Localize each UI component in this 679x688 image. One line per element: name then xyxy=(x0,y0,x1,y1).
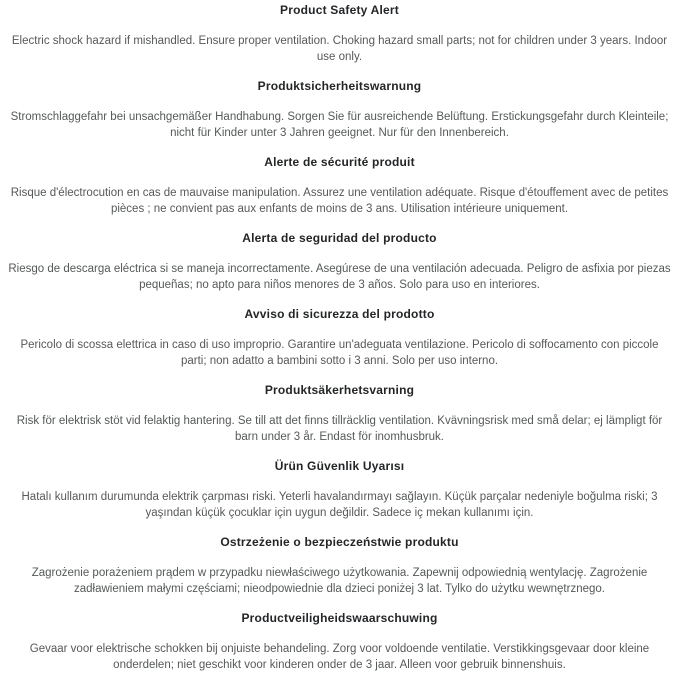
safety-section-it xyxy=(8,306,671,369)
section-body-text: Risk för elektrisk stöt vid felaktig hantering. Se till att det finns tillräcklig ventilation. Kvävningsrisk med små delar; ej lämpligt för barn under 3 år. Endast för inomhusbruk. xyxy=(16,415,663,443)
section-heading: Alerte de sécurité produit xyxy=(264,155,415,169)
safety-section-en xyxy=(8,2,671,65)
section-heading: Alerta de seguridad del producto xyxy=(242,231,437,245)
section-body-text: Stromschlaggefahr bei unsachgemäßer Handhabung. Sorgen Sie für ausreichende Belüftung. Erstickungsgefahr durch Kleinteile; nicht für Kinder unter 3 Jahren geeignet. Nur für den Innenbereich. xyxy=(10,111,669,139)
section-heading: Ostrzeżenie o bezpieczeństwie produktu xyxy=(220,535,459,549)
section-heading: Produktsäkerhetsvarning xyxy=(264,383,415,397)
safety-section-tr xyxy=(8,458,671,521)
section-body-text: Zagrożenie porażeniem prądem w przypadku niewłaściwego użytkowania. Zapewnij odpowiednią wentylację. Zagrożenie zadławieniem małymi częściami; nieodpowiednie dla dzieci poniżej 3 lat. Tylko do użytku wewnętrznego. xyxy=(31,567,648,595)
section-heading: Productveiligheidswaarschuwing xyxy=(241,611,438,625)
safety-section-nl xyxy=(8,610,671,673)
safety-section-de xyxy=(8,78,671,141)
safety-section-es xyxy=(8,230,671,293)
section-heading: Product Safety Alert xyxy=(280,3,399,17)
section-body-text: Gevaar voor elektrische schokken bij onjuiste behandeling. Zorg voor voldoende ventilatie. Verstikkingsgevaar door kleine onderdelen; niet geschikt voor kinderen onder de 3 jaar. Alleen voor gebruik binnenshuis. xyxy=(29,643,650,671)
section-body-text: Pericolo di scossa elettrica in caso di uso improprio. Garantire un'adeguata ventilazione. Pericolo di soffocamento con piccole parti; non adatto a bambini sotto i 3 anni. Solo per uso interno. xyxy=(20,339,659,367)
safety-section-sv xyxy=(8,382,671,445)
section-body-text: Hatalı kullanım durumunda elektrik çarpması riski. Yeterli havalandırmayı sağlayın. Küçük parçalar nedeniyle boğulma riski; 3 yaşından küçük çocuklar için uygun değildir. Sadece iç mekan kullanımı için. xyxy=(21,491,658,519)
safety-section-pl xyxy=(8,534,671,597)
section-body-text: Riesgo de descarga eléctrica si se maneja incorrectamente. Asegúrese de una ventilación adecuada. Peligro de asfixia por piezas pequeñas; no apto para niños menores de 3 años. Solo para uso en interiores. xyxy=(8,263,671,291)
section-body-text: Risque d'électrocution en cas de mauvaise manipulation. Assurez une ventilation adéquate. Risque d'étouffement avec de petites pièces ; ne convient pas aux enfants de moins de 3 ans. Utilisation intérieure uniquement. xyxy=(10,187,669,215)
safety-section-fr xyxy=(8,154,671,217)
section-heading: Produktsicherheitswarnung xyxy=(257,79,422,93)
section-heading: Ürün Güvenlik Uyarısı xyxy=(274,459,405,473)
section-heading: Avviso di sicurezza del prodotto xyxy=(244,307,435,321)
section-body-text: Electric shock hazard if mishandled. Ensure proper ventilation. Choking hazard small parts; not for children under 3 years. Indoor use only. xyxy=(11,35,668,63)
